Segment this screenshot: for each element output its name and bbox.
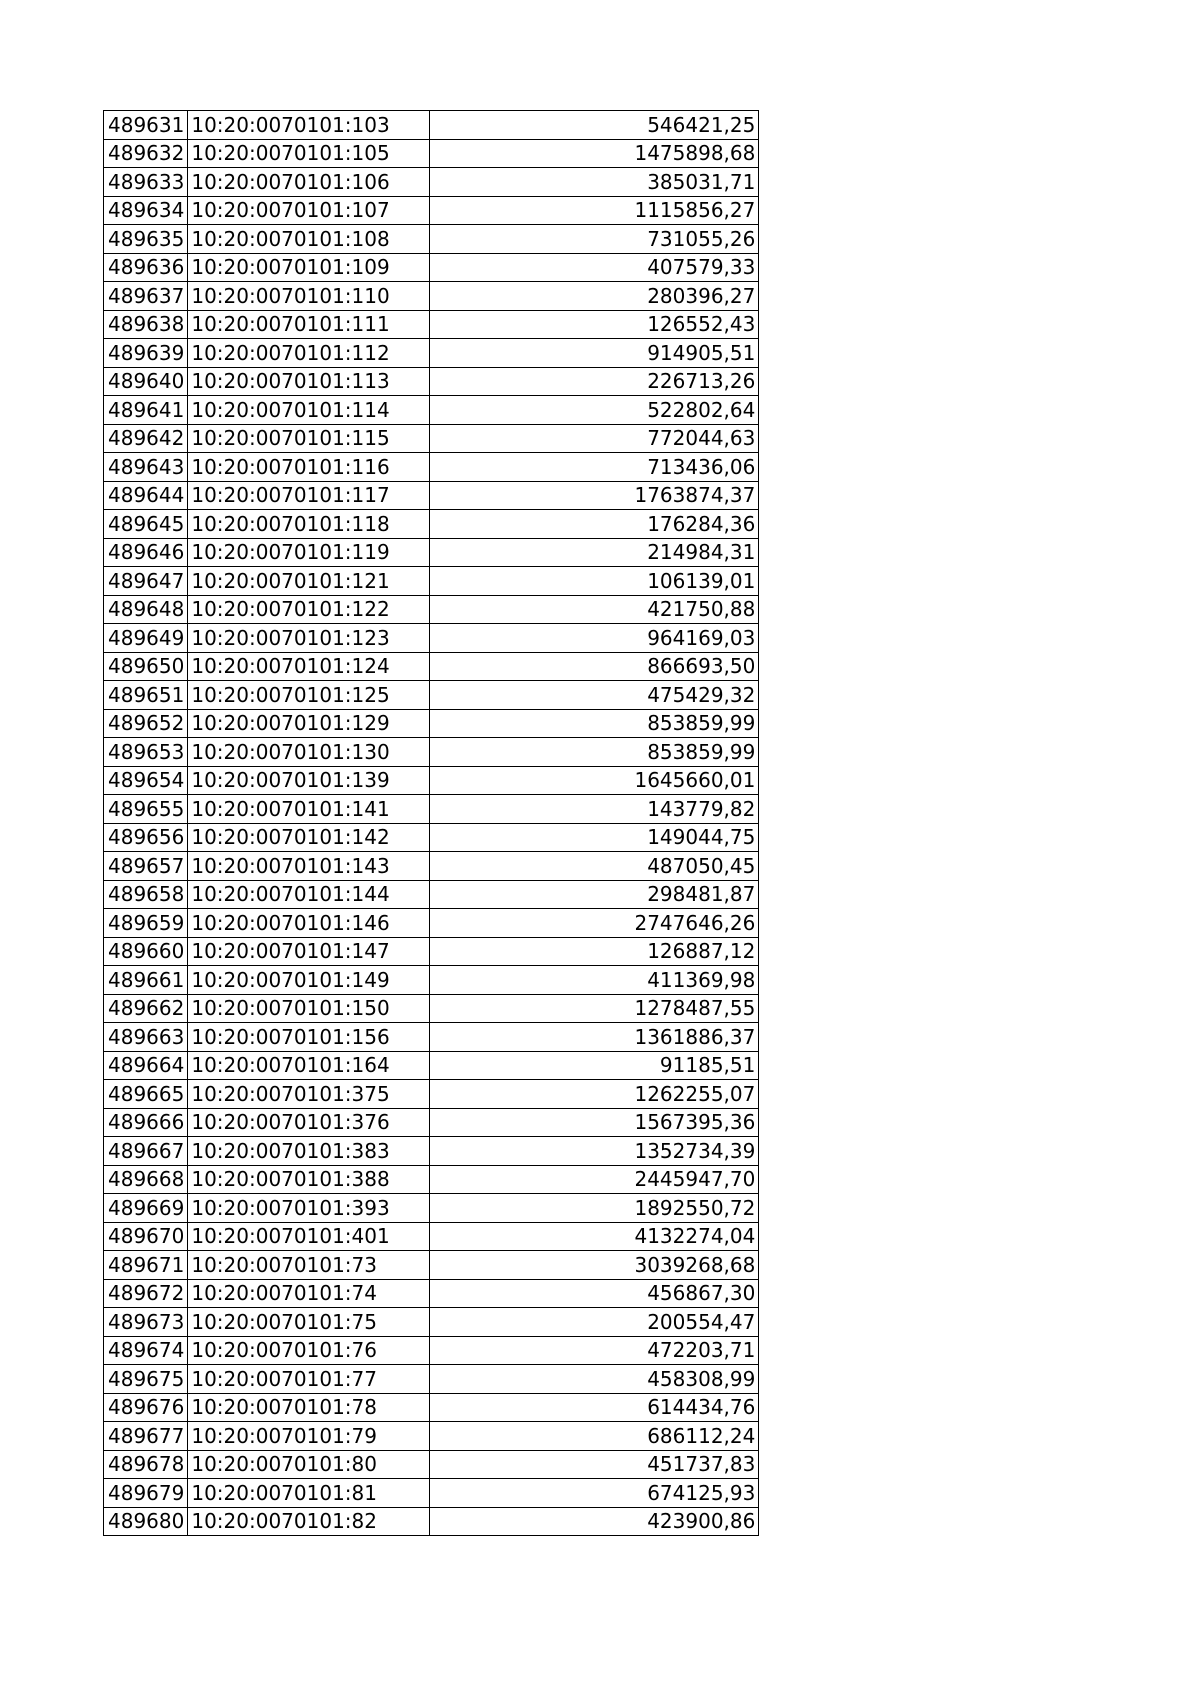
cadastral-number-cell: 10:20:0070101:129 xyxy=(188,709,430,738)
row-id-cell: 489636 xyxy=(104,253,188,282)
row-id-cell: 489642 xyxy=(104,424,188,453)
cadastral-value-cell: 522802,64 xyxy=(430,396,759,425)
cadastral-number-cell: 10:20:0070101:79 xyxy=(188,1422,430,1451)
row-id-cell: 489645 xyxy=(104,510,188,539)
cadastral-value-cell: 614434,76 xyxy=(430,1393,759,1422)
row-id-cell: 489649 xyxy=(104,624,188,653)
table-row xyxy=(104,1165,759,1194)
cadastral-number-cell: 10:20:0070101:115 xyxy=(188,424,430,453)
cadastral-value-cell: 298481,87 xyxy=(430,880,759,909)
row-id-cell: 489678 xyxy=(104,1450,188,1479)
row-id-cell: 489650 xyxy=(104,652,188,681)
cadastral-value-cell: 731055,26 xyxy=(430,225,759,254)
cadastral-number-cell: 10:20:0070101:118 xyxy=(188,510,430,539)
table-row xyxy=(104,481,759,510)
table-row xyxy=(104,396,759,425)
cadastral-value-cell: 4132274,04 xyxy=(430,1222,759,1251)
row-id-cell: 489673 xyxy=(104,1308,188,1337)
cadastral-value-cell: 546421,25 xyxy=(430,111,759,140)
row-id-cell: 489655 xyxy=(104,795,188,824)
cadastral-value-cell: 3039268,68 xyxy=(430,1251,759,1280)
cadastral-value-cell: 106139,01 xyxy=(430,567,759,596)
table-row xyxy=(104,1279,759,1308)
table-row xyxy=(104,624,759,653)
table-body xyxy=(104,111,759,1536)
cadastral-number-cell: 10:20:0070101:156 xyxy=(188,1023,430,1052)
table-row xyxy=(104,652,759,681)
table-row xyxy=(104,823,759,852)
row-id-cell: 489664 xyxy=(104,1051,188,1080)
cadastral-number-cell: 10:20:0070101:112 xyxy=(188,339,430,368)
table-row xyxy=(104,1137,759,1166)
cadastral-number-cell: 10:20:0070101:375 xyxy=(188,1080,430,1109)
cadastral-number-cell: 10:20:0070101:142 xyxy=(188,823,430,852)
cadastral-number-cell: 10:20:0070101:74 xyxy=(188,1279,430,1308)
cadastral-number-cell: 10:20:0070101:108 xyxy=(188,225,430,254)
table-row xyxy=(104,1051,759,1080)
cadastral-number-cell: 10:20:0070101:114 xyxy=(188,396,430,425)
row-id-cell: 489677 xyxy=(104,1422,188,1451)
cadastral-value-cell: 91185,51 xyxy=(430,1051,759,1080)
cadastral-value-cell: 176284,36 xyxy=(430,510,759,539)
row-id-cell: 489654 xyxy=(104,766,188,795)
cadastral-number-cell: 10:20:0070101:130 xyxy=(188,738,430,767)
cadastral-number-cell: 10:20:0070101:143 xyxy=(188,852,430,881)
row-id-cell: 489675 xyxy=(104,1365,188,1394)
cadastral-value-cell: 1278487,55 xyxy=(430,994,759,1023)
cadastral-number-cell: 10:20:0070101:376 xyxy=(188,1108,430,1137)
cadastral-number-cell: 10:20:0070101:139 xyxy=(188,766,430,795)
cadastral-value-cell: 423900,86 xyxy=(430,1507,759,1536)
cadastral-value-cell: 1115856,27 xyxy=(430,196,759,225)
cadastral-value-cell: 200554,47 xyxy=(430,1308,759,1337)
cadastral-number-cell: 10:20:0070101:75 xyxy=(188,1308,430,1337)
row-id-cell: 489658 xyxy=(104,880,188,909)
table-row xyxy=(104,1365,759,1394)
table-row xyxy=(104,1251,759,1280)
cadastral-value-cell: 1645660,01 xyxy=(430,766,759,795)
table-row xyxy=(104,424,759,453)
row-id-cell: 489651 xyxy=(104,681,188,710)
table-row xyxy=(104,339,759,368)
cadastral-value-cell: 2747646,26 xyxy=(430,909,759,938)
table-row xyxy=(104,937,759,966)
cadastral-value-cell: 674125,93 xyxy=(430,1479,759,1508)
row-id-cell: 489679 xyxy=(104,1479,188,1508)
cadastral-number-cell: 10:20:0070101:393 xyxy=(188,1194,430,1223)
row-id-cell: 489670 xyxy=(104,1222,188,1251)
row-id-cell: 489646 xyxy=(104,538,188,567)
cadastral-value-cell: 407579,33 xyxy=(430,253,759,282)
table-row xyxy=(104,766,759,795)
row-id-cell: 489631 xyxy=(104,111,188,140)
cadastral-value-cell: 143779,82 xyxy=(430,795,759,824)
row-id-cell: 489656 xyxy=(104,823,188,852)
cadastral-number-cell: 10:20:0070101:401 xyxy=(188,1222,430,1251)
cadastral-value-cell: 472203,71 xyxy=(430,1336,759,1365)
table-row xyxy=(104,966,759,995)
table-row xyxy=(104,367,759,396)
table-row xyxy=(104,1194,759,1223)
table-row xyxy=(104,1507,759,1536)
row-id-cell: 489680 xyxy=(104,1507,188,1536)
cadastral-value-cell: 1763874,37 xyxy=(430,481,759,510)
cadastral-number-cell: 10:20:0070101:109 xyxy=(188,253,430,282)
cadastral-number-cell: 10:20:0070101:111 xyxy=(188,310,430,339)
row-id-cell: 489633 xyxy=(104,168,188,197)
cadastral-number-cell: 10:20:0070101:147 xyxy=(188,937,430,966)
table-row xyxy=(104,225,759,254)
cadastral-value-cell: 2445947,70 xyxy=(430,1165,759,1194)
cadastral-value-cell: 853859,99 xyxy=(430,738,759,767)
row-id-cell: 489663 xyxy=(104,1023,188,1052)
row-id-cell: 489662 xyxy=(104,994,188,1023)
cadastral-number-cell: 10:20:0070101:116 xyxy=(188,453,430,482)
table-row xyxy=(104,1108,759,1137)
table-row xyxy=(104,253,759,282)
table-row xyxy=(104,709,759,738)
table-row xyxy=(104,880,759,909)
cadastral-value-cell: 411369,98 xyxy=(430,966,759,995)
table-row xyxy=(104,196,759,225)
table-row xyxy=(104,1023,759,1052)
cadastral-number-cell: 10:20:0070101:383 xyxy=(188,1137,430,1166)
cadastral-number-cell: 10:20:0070101:113 xyxy=(188,367,430,396)
table-row xyxy=(104,595,759,624)
cadastral-number-cell: 10:20:0070101:73 xyxy=(188,1251,430,1280)
row-id-cell: 489648 xyxy=(104,595,188,624)
row-id-cell: 489635 xyxy=(104,225,188,254)
cadastral-value-cell: 964169,03 xyxy=(430,624,759,653)
cadastral-value-cell: 1352734,39 xyxy=(430,1137,759,1166)
cadastral-number-cell: 10:20:0070101:144 xyxy=(188,880,430,909)
cadastral-number-cell: 10:20:0070101:124 xyxy=(188,652,430,681)
row-id-cell: 489676 xyxy=(104,1393,188,1422)
table-row xyxy=(104,1422,759,1451)
table-row xyxy=(104,538,759,567)
row-id-cell: 489632 xyxy=(104,139,188,168)
row-id-cell: 489643 xyxy=(104,453,188,482)
table-row xyxy=(104,1479,759,1508)
table-row xyxy=(104,1222,759,1251)
table-row xyxy=(104,909,759,938)
cadastral-number-cell: 10:20:0070101:121 xyxy=(188,567,430,596)
table-row xyxy=(104,852,759,881)
table-row xyxy=(104,453,759,482)
table-row xyxy=(104,795,759,824)
table-row xyxy=(104,567,759,596)
row-id-cell: 489640 xyxy=(104,367,188,396)
table-row xyxy=(104,1450,759,1479)
cadastral-number-cell: 10:20:0070101:149 xyxy=(188,966,430,995)
cadastral-value-cell: 487050,45 xyxy=(430,852,759,881)
cadastral-value-cell: 226713,26 xyxy=(430,367,759,396)
cadastral-value-cell: 451737,83 xyxy=(430,1450,759,1479)
cadastral-number-cell: 10:20:0070101:150 xyxy=(188,994,430,1023)
row-id-cell: 489634 xyxy=(104,196,188,225)
cadastral-value-cell: 149044,75 xyxy=(430,823,759,852)
cadastral-number-cell: 10:20:0070101:388 xyxy=(188,1165,430,1194)
cadastral-number-cell: 10:20:0070101:78 xyxy=(188,1393,430,1422)
row-id-cell: 489671 xyxy=(104,1251,188,1280)
cadastral-value-cell: 126552,43 xyxy=(430,310,759,339)
row-id-cell: 489665 xyxy=(104,1080,188,1109)
row-id-cell: 489638 xyxy=(104,310,188,339)
cadastral-number-cell: 10:20:0070101:122 xyxy=(188,595,430,624)
cadastral-value-cell: 1892550,72 xyxy=(430,1194,759,1223)
cadastral-number-cell: 10:20:0070101:119 xyxy=(188,538,430,567)
table-row xyxy=(104,1336,759,1365)
cadastral-number-cell: 10:20:0070101:82 xyxy=(188,1507,430,1536)
cadastral-number-cell: 10:20:0070101:76 xyxy=(188,1336,430,1365)
cadastral-value-cell: 1475898,68 xyxy=(430,139,759,168)
row-id-cell: 489669 xyxy=(104,1194,188,1223)
row-id-cell: 489659 xyxy=(104,909,188,938)
table-row xyxy=(104,738,759,767)
cadastral-value-cell: 126887,12 xyxy=(430,937,759,966)
cadastral-number-cell: 10:20:0070101:141 xyxy=(188,795,430,824)
cadastral-value-cell: 385031,71 xyxy=(430,168,759,197)
cadastral-value-cell: 475429,32 xyxy=(430,681,759,710)
cadastral-number-cell: 10:20:0070101:123 xyxy=(188,624,430,653)
table-row xyxy=(104,1393,759,1422)
row-id-cell: 489657 xyxy=(104,852,188,881)
cadastral-value-cell: 713436,06 xyxy=(430,453,759,482)
row-id-cell: 489637 xyxy=(104,282,188,311)
row-id-cell: 489644 xyxy=(104,481,188,510)
cadastral-value-cell: 421750,88 xyxy=(430,595,759,624)
table-row xyxy=(104,1080,759,1109)
cadastral-number-cell: 10:20:0070101:105 xyxy=(188,139,430,168)
row-id-cell: 489660 xyxy=(104,937,188,966)
cadastral-value-cell: 1262255,07 xyxy=(430,1080,759,1109)
cadastral-value-cell: 866693,50 xyxy=(430,652,759,681)
cadastral-value-table xyxy=(103,110,759,1536)
row-id-cell: 489652 xyxy=(104,709,188,738)
cadastral-number-cell: 10:20:0070101:80 xyxy=(188,1450,430,1479)
table-row xyxy=(104,994,759,1023)
cadastral-number-cell: 10:20:0070101:103 xyxy=(188,111,430,140)
cadastral-number-cell: 10:20:0070101:146 xyxy=(188,909,430,938)
cadastral-value-cell: 853859,99 xyxy=(430,709,759,738)
table-row xyxy=(104,111,759,140)
cadastral-value-cell: 1361886,37 xyxy=(430,1023,759,1052)
cadastral-number-cell: 10:20:0070101:110 xyxy=(188,282,430,311)
row-id-cell: 489641 xyxy=(104,396,188,425)
cadastral-number-cell: 10:20:0070101:106 xyxy=(188,168,430,197)
cadastral-number-cell: 10:20:0070101:107 xyxy=(188,196,430,225)
row-id-cell: 489647 xyxy=(104,567,188,596)
row-id-cell: 489672 xyxy=(104,1279,188,1308)
row-id-cell: 489668 xyxy=(104,1165,188,1194)
row-id-cell: 489667 xyxy=(104,1137,188,1166)
row-id-cell: 489666 xyxy=(104,1108,188,1137)
table-row xyxy=(104,1308,759,1337)
table-row xyxy=(104,139,759,168)
cadastral-number-cell: 10:20:0070101:77 xyxy=(188,1365,430,1394)
cadastral-value-cell: 914905,51 xyxy=(430,339,759,368)
cadastral-number-cell: 10:20:0070101:125 xyxy=(188,681,430,710)
cadastral-value-cell: 1567395,36 xyxy=(430,1108,759,1137)
table-row xyxy=(104,681,759,710)
cadastral-value-cell: 280396,27 xyxy=(430,282,759,311)
table-row xyxy=(104,282,759,311)
cadastral-number-cell: 10:20:0070101:164 xyxy=(188,1051,430,1080)
row-id-cell: 489653 xyxy=(104,738,188,767)
cadastral-value-cell: 772044,63 xyxy=(430,424,759,453)
row-id-cell: 489639 xyxy=(104,339,188,368)
row-id-cell: 489661 xyxy=(104,966,188,995)
table-row xyxy=(104,168,759,197)
cadastral-number-cell: 10:20:0070101:81 xyxy=(188,1479,430,1508)
cadastral-value-cell: 686112,24 xyxy=(430,1422,759,1451)
table-row xyxy=(104,510,759,539)
cadastral-value-cell: 458308,99 xyxy=(430,1365,759,1394)
cadastral-value-cell: 214984,31 xyxy=(430,538,759,567)
row-id-cell: 489674 xyxy=(104,1336,188,1365)
cadastral-value-cell: 456867,30 xyxy=(430,1279,759,1308)
table-row xyxy=(104,310,759,339)
cadastral-number-cell: 10:20:0070101:117 xyxy=(188,481,430,510)
